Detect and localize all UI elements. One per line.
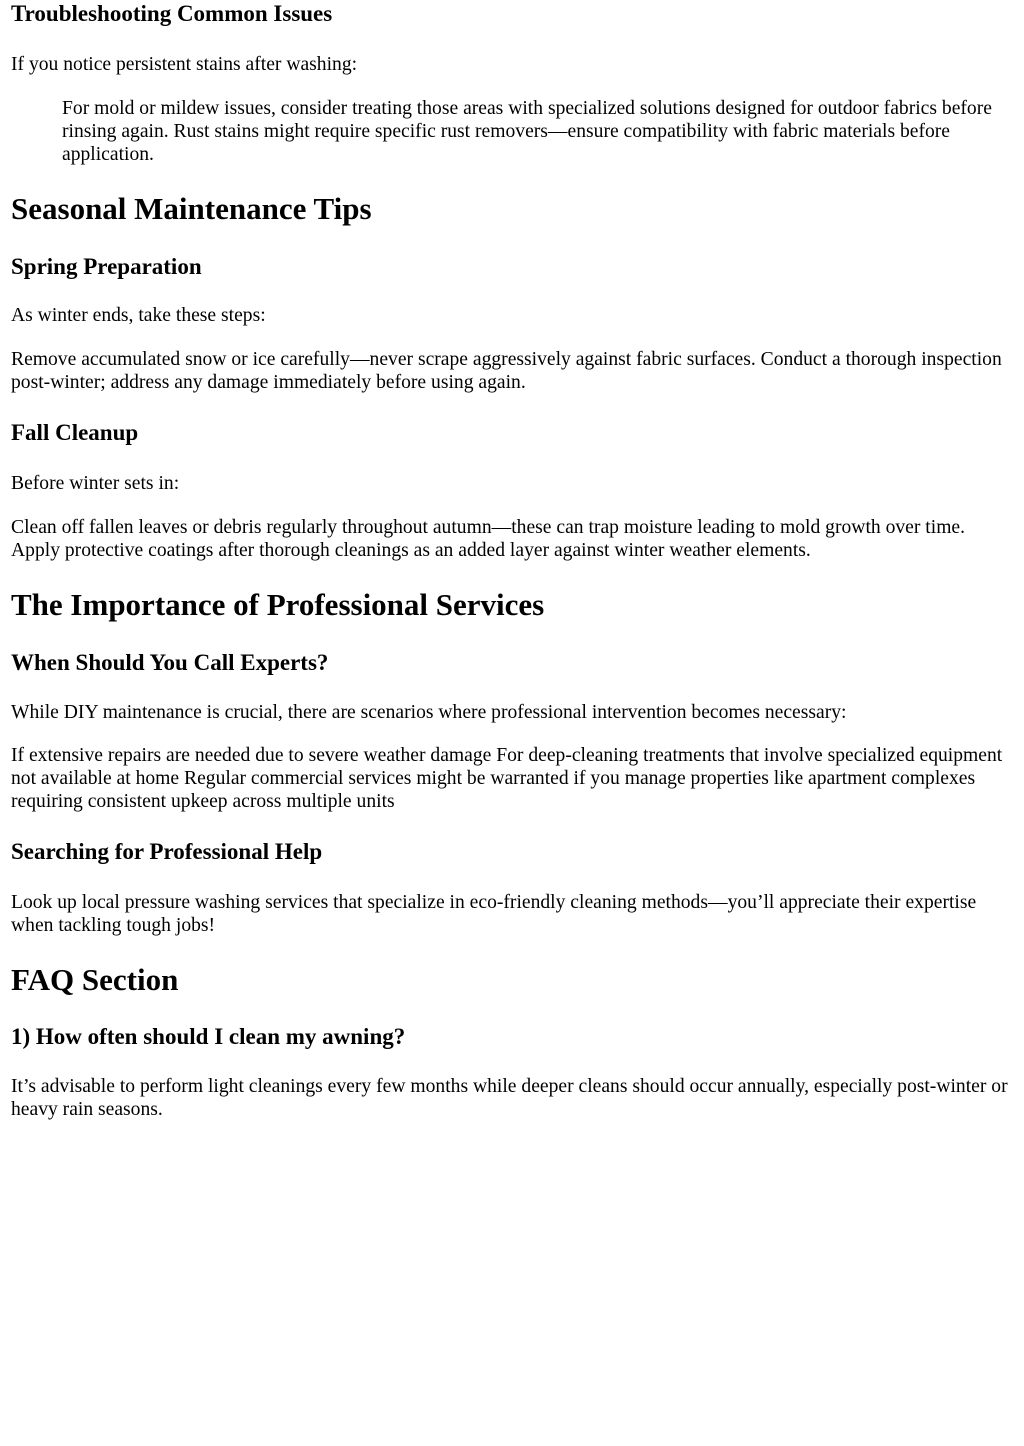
when-body: If extensive repairs are needed due to severe weather damage For deep-cleaning treatments that involve specialized equipment not available at home Regular commercial services might be warranted if you manage properties like apartment complexes requiring consistent upkeep across multiple units (11, 745, 1003, 812)
troubleshooting-heading: Troubleshooting Common Issues (11, 1, 333, 26)
faq-question-1: 1) How often should I clean my awning? (11, 1024, 406, 1049)
troubleshooting-quote: For mold or mildew issues, consider treating those areas with specialized solutions designed for outdoor fabrics before rinsing again. Rust stains might require specific rust removers—ensure compatibility with fabric materials before application. (62, 98, 992, 165)
searching-body: Look up local pressure washing services that specialize in eco-friendly cleaning methods—you’ll appreciate their expertise when tackling tough jobs! (11, 892, 977, 936)
spring-body: Remove accumulated snow or ice carefully—never scrape aggressively against fabric surfaces. Conduct a thorough inspection post-winter; address any damage immediately before using again. (11, 349, 1002, 393)
professional-heading: The Importance of Professional Services (11, 587, 545, 622)
spring-heading: Spring Preparation (11, 254, 202, 279)
searching-heading: Searching for Professional Help (11, 839, 323, 864)
fall-heading: Fall Cleanup (11, 420, 139, 445)
fall-body: Clean off fallen leaves or debris regularly throughout autumn—these can trap moisture leading to mold growth over time. Apply protective coatings after thorough cleanings as an added layer against winter weather elements. (11, 517, 966, 561)
faq-heading: FAQ Section (11, 962, 179, 997)
fall-intro: Before winter sets in: (11, 473, 180, 494)
troubleshooting-intro: If you notice persistent stains after washing: (11, 54, 358, 75)
faq-answer-1: It’s advisable to perform light cleanings every few months while deeper cleans should occur annually, especially post-winter or heavy rain seasons. (11, 1076, 1008, 1120)
seasonal-heading: Seasonal Maintenance Tips (11, 191, 372, 226)
spring-intro: As winter ends, take these steps: (11, 305, 266, 326)
when-heading: When Should You Call Experts? (11, 650, 329, 675)
when-intro: While DIY maintenance is crucial, there are scenarios where professional intervention becomes necessary: (11, 702, 847, 723)
